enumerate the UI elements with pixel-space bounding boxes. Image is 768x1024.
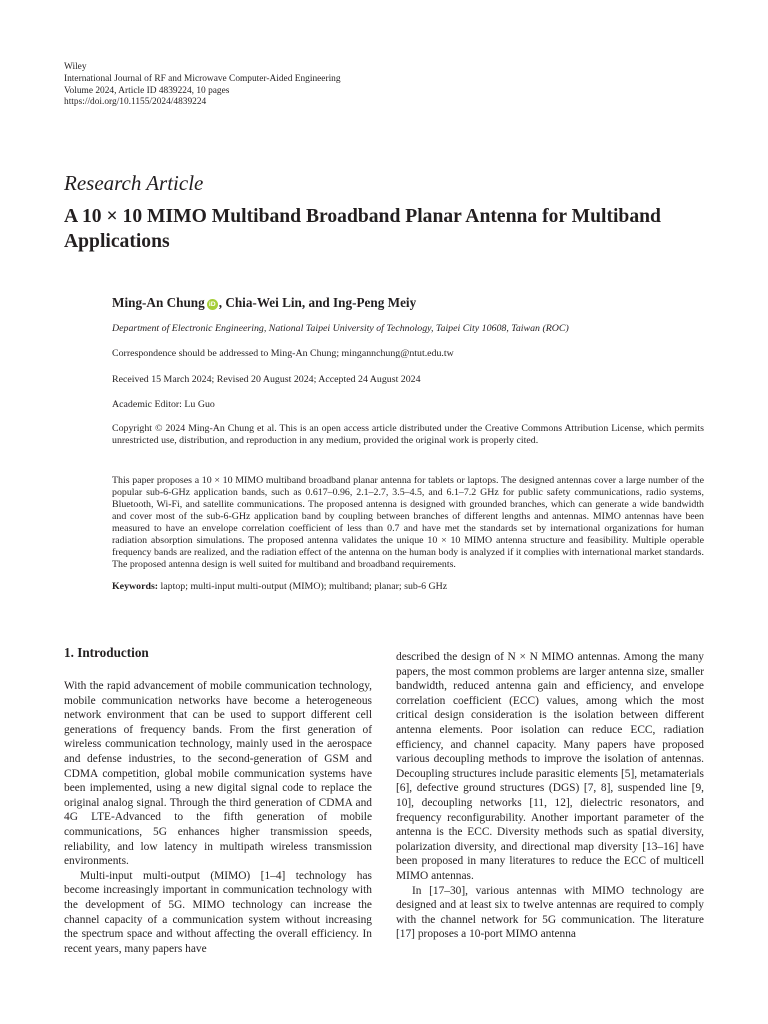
article-dates: Received 15 March 2024; Revised 20 August 2024; Accepted 24 August 2024 xyxy=(112,374,421,385)
section-heading: 1. Introduction xyxy=(64,645,149,660)
article-type: Research Article xyxy=(64,171,204,195)
paragraph: In [17–30], various antennas with MIMO technology are designed and at least six to twelve antennas are required to comply with the channel network for 5G communication. The literature [17] proposes a 10-port MIMO antenna xyxy=(396,884,704,941)
paper-title: A 10 × 10 MIMO Multiband Broadband Planar Antenna for Multiband Applications xyxy=(64,206,661,252)
journal-name: International Journal of RF and Microwave Computer-Aided Engineering xyxy=(64,73,341,84)
keywords-label: Keywords: xyxy=(112,581,159,592)
academic-editor: Academic Editor: Lu Guo xyxy=(112,399,215,410)
publisher-name: Wiley xyxy=(64,62,87,72)
body-column-right xyxy=(396,650,704,942)
body-column-left xyxy=(64,644,372,956)
journal-header xyxy=(64,62,341,109)
paragraph: Multi-input multi-output (MIMO) [1–4] technology has become increasingly important in communication technology with the development of 5G. MIMO technology can increase the channel capacity of a communication system without increasing the spectrum space and without affecting the overall efficiency. In recent years, many papers have xyxy=(64,869,372,955)
author-list xyxy=(112,295,416,311)
paragraph: With the rapid advancement of mobile communication technology, mobile communication networks have become a heterogeneous network environment that can be used to support different cell generations of frequency bands. From the first generation of wireless communication technology, mainly used in the aerospace and defense industries, to the second-generation of GSM and CDMA competition, global mobile communication systems have been implemented, using a new digital signal code to replace the original analog signal. Through the third generation of CDMA and 4G LTE-Advanced to the fifth generation of mobile communications, 5G enhances higher transmission speeds, reliability, and low latency in multipath wireless transmission environments. xyxy=(64,680,372,868)
copyright-notice: Copyright © 2024 Ming-An Chung et al. This is an open access article distributed under the Creative Commons Attribution License, which permits unrestricted use, distribution, and reproduction in any medium, provided the original work is properly cited. xyxy=(112,423,704,446)
author-rest: , Chia-Wei Lin, and Ing-Peng Meiy xyxy=(218,295,417,310)
keywords xyxy=(112,581,704,593)
affiliation: Department of Electronic Engineering, National Taipei University of Technology, Taipei City 10608, Taiwan (ROC) xyxy=(112,323,569,334)
journal-volume: Volume 2024, Article ID 4839224, 10 pages xyxy=(64,85,230,96)
keywords-text: laptop; multi-input multi-output (MIMO); multiband; planar; sub-6 GHz xyxy=(158,581,448,592)
paragraph: described the design of N × N MIMO antennas. Among the many papers, the most common problems are larger antenna size, smaller bandwidth, reduced antenna gain and efficiency, and envelope correlation coefficient (ECC) values, among which the most critical design consideration is the isolation between different antenna elements. Poor isolation can reduce ECC, radiation efficiency, and channel capacity. Many papers have proposed various decoupling methods to improve the isolation of antennas. Decoupling structures include parasitic elements [5], metamaterials [6], defective ground structures (DGS) [7, 8], suspended line [9, 10], decoupling networks [11, 12], dielectric resonators, and frequency reconfigurability. Another important parameter of the antenna is the ECC. Diversity methods such as spatial diversity, polarization diversity, and directional map diversity [13–16] have been proposed in many literatures to reduce the ECC of multicell MIMO antennas. xyxy=(396,651,704,882)
doi-link[interactable]: https://doi.org/10.1155/2024/4839224 xyxy=(64,97,207,108)
author-first[interactable]: Ming-An Chung xyxy=(112,295,205,310)
orcid-icon[interactable]: iD xyxy=(207,299,218,310)
abstract: This paper proposes a 10 × 10 MIMO multiband broadband planar antenna for tablets or laptops. The designed antennas cover a large number of the popular sub-6-GHz application bands, such as 0.617–0.96, 2.1–2.7, 3.5–4.5, and 6.1–7.2 GHz for public safety communications, radio systems, Bluetooth, Wi-Fi, and satellite communications. The proposed antenna is designed with grounded branches, which can generate a wide bandwidth and cover most of the sub-6-GHz application band by coupling between branches of different lengths and antennas. MIMO antennas have been measured to have an envelope correlation coefficient of less than 0.7 and have met the standards set by international organizations for human radiation absorption simulations. The proposed antenna validates the unique 10 × 10 MIMO antenna structure and feasibility. Multiple operable frequency bands are realized, and the radiation effect of the antenna on the human body is analyzed if it complies with international market standards. The proposed antenna design is well suited for multiband and broadband requirements. xyxy=(112,475,704,570)
correspondence: Correspondence should be addressed to Ming-An Chung; mingannchung@ntut.edu.tw xyxy=(112,348,454,359)
